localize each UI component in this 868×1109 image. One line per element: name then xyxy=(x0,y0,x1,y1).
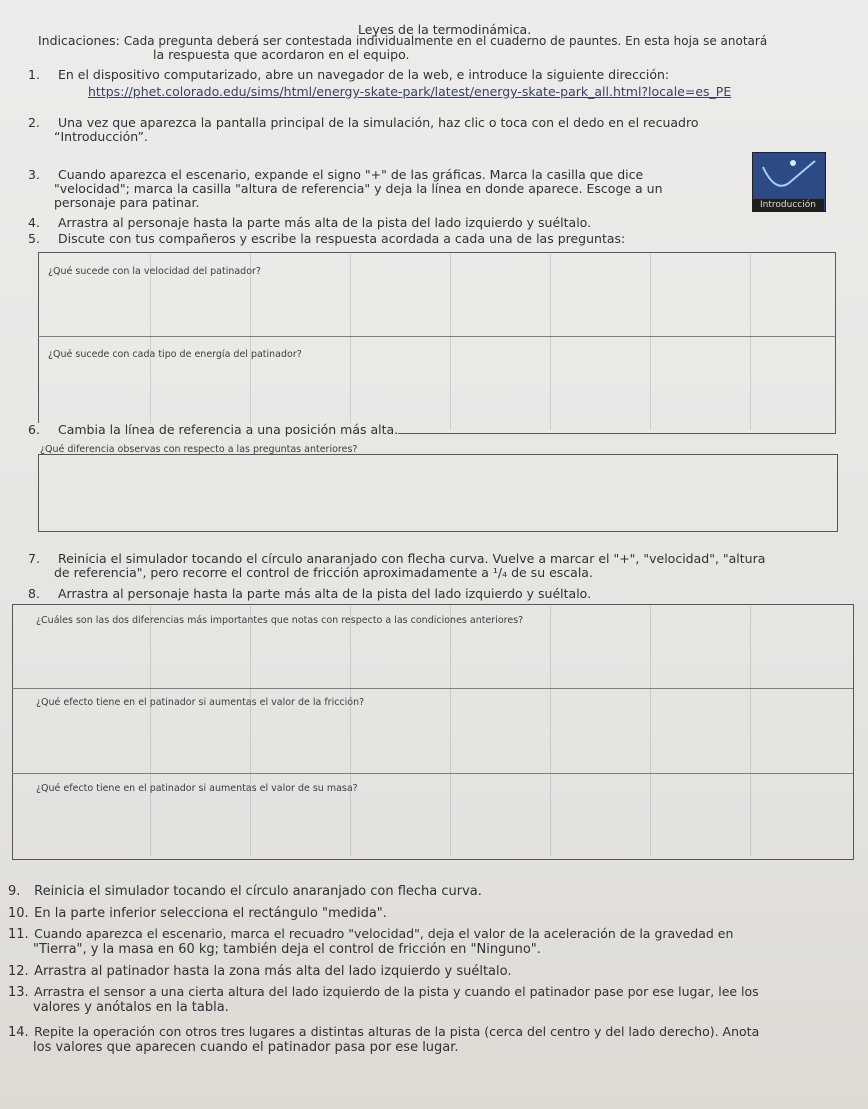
introduccion-thumbnail-label: Introducción xyxy=(752,199,824,212)
step-12: 12. Arrastra al patinador hasta la zona más alta del lado izquierdo y suéltalo. xyxy=(8,964,512,979)
step-14: 14. Repite la operación con otros tres lugares a distintas alturas de la pista (cerca del centro y del lado derecho). Anota los valores que aparecen cuando el patinador pasa por ese lugar. xyxy=(8,1024,760,1055)
step-4: 4. Arrastra al personaje hasta la parte más alta de la pista del lado izquierdo y suéltalo. xyxy=(28,215,592,230)
instructions xyxy=(38,34,838,62)
step-4-text: Arrastra al personaje hasta la parte más alta de la pista del lado izquierdo y suéltalo. xyxy=(57,215,592,230)
skate-track-icon xyxy=(753,153,825,199)
step-11: 11. Cuando aparezca el escenario, marca el recuadro "velocidad", deja el valor de la aceleración de la gravedad en "Tierra", y la masa en 60 kg; también deja el control de fricción en "Ninguno". xyxy=(8,926,734,957)
step-13: 13. Arrastra el sensor a una cierta altura del lado izquierdo de la pista y cuando el patinador pase por ese lugar, lee los valores y anótalos en la tabla. xyxy=(8,984,759,1015)
step-7-text: Reinicia el simulador tocando el círculo anaranjado con flecha curva. Vuelve a marcar el "+", "velocidad", "altura xyxy=(57,551,766,566)
answer-table-2 xyxy=(38,454,838,532)
question-energy: ¿Qué sucede con cada tipo de energía del patinador? xyxy=(48,349,302,360)
question-two-differences: ¿Cuáles son las dos diferencias más importantes que notas con respecto a las condiciones anteriores? xyxy=(36,615,524,626)
step-8-text: Arrastra al personaje hasta la parte más alta de la pista del lado izquierdo y suéltalo. xyxy=(57,586,592,601)
question-friction-effect: ¿Qué efecto tiene en el patinador si aumentas el valor de la fricción? xyxy=(36,697,365,708)
step-13-text: Arrastra el sensor a una cierta altura del lado izquierdo de la pista y cuando el patinador pase por ese lugar, lee los xyxy=(34,984,759,999)
question-velocity: ¿Qué sucede con la velocidad del patinador? xyxy=(48,266,261,277)
step-10: 10. En la parte inferior selecciona el rectángulo "medida". xyxy=(8,906,387,921)
step-9-text: Reinicia el simulador tocando el círculo anaranjado con flecha curva. xyxy=(34,884,482,899)
instructions-label: Indicaciones: xyxy=(38,33,120,48)
page-title: Leyes de la termodinámica. xyxy=(358,22,532,37)
question-mass-effect: ¿Qué efecto tiene en el patinador si aumentas el valor de su masa? xyxy=(36,783,358,794)
step-10-text: En la parte inferior selecciona el rectángulo "medida". xyxy=(34,906,387,921)
instructions-line2: la respuesta que acordaron en el equipo. xyxy=(153,47,410,62)
step-6-text: Cambia la línea de referencia a una posición más alta. xyxy=(57,422,399,437)
step-5-text: Discute con tus compañeros y escribe la respuesta acordada a cada una de las preguntas: xyxy=(57,231,626,246)
step-8: 8. Arrastra al personaje hasta la parte más alta de la pista del lado izquierdo y suéltalo. xyxy=(28,586,592,601)
step-1: 1. En el dispositivo computarizado, abre un navegador de la web, e introduce la siguiente dirección: xyxy=(28,67,670,82)
step-14-text: Repite la operación con otros tres lugares a distintas alturas de la pista (cerca del centro y del lado derecho). Anota xyxy=(34,1024,760,1039)
step-3-text: Cuando aparezca el escenario, expande el signo "+" de las gráficas. Marca la casilla que dice xyxy=(57,167,644,182)
answer-table-3 xyxy=(12,604,854,860)
step-2: 2. Una vez que aparezca la pantalla principal de la simulación, haz clic o toca con el dedo en el recuadro “Introducción”. xyxy=(28,115,699,144)
step-2-text: Una vez que aparezca la pantalla principal de la simulación, haz clic o toca con el dedo en el recuadro xyxy=(57,115,699,130)
step-6: 6. Cambia la línea de referencia a una posición más alta. xyxy=(28,422,399,437)
step-11-text: Cuando aparezca el escenario, marca el recuadro "velocidad", deja el valor de la aceleración de la gravedad en xyxy=(34,926,734,941)
step-5: 5. Discute con tus compañeros y escribe la respuesta acordada a cada una de las preguntas: xyxy=(28,231,626,246)
instructions-line1: Cada pregunta deberá ser contestada individualmente en el cuaderno de pauntes. En esta hoja se anotará xyxy=(123,34,768,48)
question-difference: ¿Qué diferencia observas con respecto a las preguntas anteriores? xyxy=(40,444,358,455)
step-9: 9. Reinicia el simulador tocando el círculo anaranjado con flecha curva. xyxy=(8,884,482,899)
step-1-text: En el dispositivo computarizado, abre un navegador de la web, e introduce la siguiente dirección: xyxy=(57,67,670,82)
step-3: 3. Cuando aparezca el escenario, expande el signo "+" de las gráficas. Marca la casilla que dice "velocidad"; marca la casilla "altura de referencia" y deja la línea en donde aparece. Escoge a un personaje para patinar. xyxy=(28,167,663,210)
step-12-text: Arrastra al patinador hasta la zona más alta del lado izquierdo y suéltalo. xyxy=(34,964,512,979)
step-7: 7. Reinicia el simulador tocando el círculo anaranjado con flecha curva. Vuelve a marcar el "+", "velocidad", "altura de referencia", pero recorre el control de fricción aproximadamente a ¹/₄ de su escala. xyxy=(28,551,766,580)
phet-url-link[interactable]: https://phet.colorado.edu/sims/html/energy-skate-park/latest/energy-skate-park_all.html?locale=es_PE xyxy=(88,84,732,99)
answer-table-1 xyxy=(38,252,836,434)
